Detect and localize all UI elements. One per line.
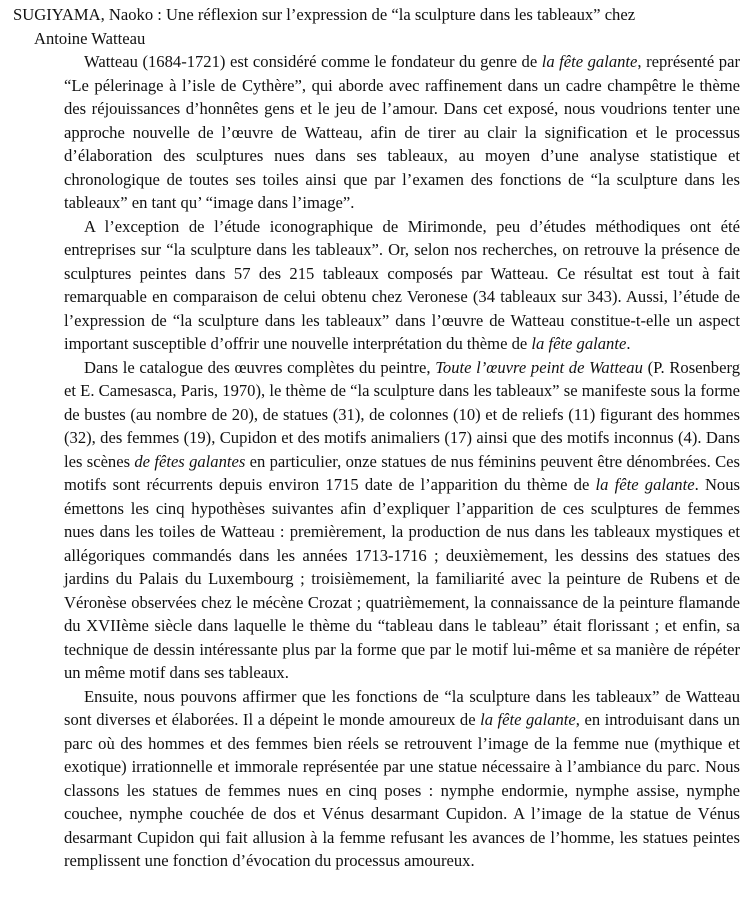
text-segment: Ensuite, nous pouvons affirmer que les fonctions de “la sculpture dans les tableaux” de Watteau sont diverses et élaborées. Il a dépeint le monde amoureux de [64, 686, 740, 729]
author-name: SUGIYAMA, Naoko [13, 5, 154, 24]
text-segment: . [626, 334, 631, 353]
text-segment: Dans le catalogue des œuvres complètes du peintre, [84, 357, 436, 377]
italic-phrase: la fête galante [480, 710, 576, 729]
italic-phrase: la fête galante [541, 52, 638, 71]
paragraph-3 [13, 356, 740, 685]
paragraph-4 [13, 685, 740, 873]
text-segment: , en introduisant dans un parc où des hommes et des femmes bien réels se retrouvent l’image de la femme nue (mythique et exotique) irrationnelle et immorale représentée par une statue nécessaire à l’ambiance du parc. Nous classons les statues de femmes nues en cinq poses : nymphe endormie, nymphe assise, nymphe couchee, nymphe couchée de dos et Vénus desarmant Cupidon. A l’image de la statue de Vénus desarmant Cupidon qui fait allusion à la femme refusant les avances de l’homme, les statues peintes remplissent une fonction d’évocation du processus amoureux. [64, 710, 740, 870]
article-title-part-2: Antoine Watteau [34, 28, 146, 48]
paragraph-2 [13, 215, 740, 356]
article-title-part-1: : Une réflexion sur l’expression de “la sculpture dans les tableaux” chez [153, 5, 636, 24]
header-line-1 [13, 3, 740, 27]
article-header [13, 3, 740, 50]
text-segment: Watteau (1684-1721) est considéré comme le fondateur du genre de [84, 52, 542, 71]
text-segment: . Nous émettons les cinq hypothèses suivantes afin d’expliquer l’apparition de ces sculptures de femmes nues dans les toiles de Watteau : premièrement, la production de nus dans les tableaux mystiques et allégoriques commandés dans les années 1713-1716 ; deuxièmement, les dessins des statues des jardins du Palais du Luxembourg ; troisièmement, la familiarité avec la peinture de Rubens et de Véronèse observées chez le mécène Crozat ; quatrièmement, la connaissance de la peinture flamande du XVIIème siècle dans laquelle le thème du “tableau dans le tableau” était florissant ; et enfin, sa technique de dessin intéressante plus par la forme que par le motif lui-même et sa manière de répéter un même motif dans ses tableaux. [64, 475, 740, 682]
text-segment: , représenté par “Le pélerinage à l’isle de Cythère”, qui aborde avec raffinement dans un cadre champêtre le thème des réjouissances d’honnêtes gens et le jeu de l’amour. Dans cet exposé, nous voudrions tenter une approche nouvelle de l’œuvre de Watteau, afin de tirer au clair la signification et le processus d’élaboration des sculptures nues dans ses tableaux, au moyen d’une analyse statistique et chronologique de toutes ses toiles ainsi que par l’examen des fonctions de “la sculpture dans les tableaux” en tant qu’ “image dans l’image”. [64, 52, 740, 212]
italic-phrase: Toute l’œuvre peint de Watteau [435, 357, 643, 377]
italic-phrase: la fête galante [531, 334, 627, 353]
text-segment: en particulier, onze statues de nus féminins peuvent être dénombrées. Ces motifs sont récurrents depuis environ 1715 date de l’apparition du thème de [64, 451, 740, 494]
paragraph-1 [13, 50, 740, 215]
italic-phrase: la fête galante [595, 475, 695, 494]
text-segment: A l’exception de l’étude iconographique de Mirimonde, peu d’études méthodiques ont été entreprises sur “la sculpture dans les tableaux”. Or, selon nos recherches, on retrouve la présence de sculptures peintes dans 57 des 215 tableaux composés par Watteau. Ce résultat est tout à fait remarquable en comparaison de celui obtenu chez Veronese (34 tableaux sur 343). Aussi, l’étude de l’expression de “la sculpture dans les tableaux” dans l’œuvre de Watteau constitue-t-elle un aspect important susceptible d’offrir une nouvelle interprétation du thème de [64, 216, 740, 353]
italic-phrase: de fêtes galantes [134, 451, 246, 471]
text-segment: (P. Rosenberg et E. Camesasca, Paris, 1970), le thème de “la sculpture dans les tableaux” se manifeste sous la forme de bustes (au nombre de 20), de statues (31), de colonnes (10) et de reliefs (11) figurant des hommes (32), des femmes (19), Cupidon et des motifs animaliers (17) ainsi que des motifs inconnus (4). Dans les scènes [64, 357, 740, 471]
